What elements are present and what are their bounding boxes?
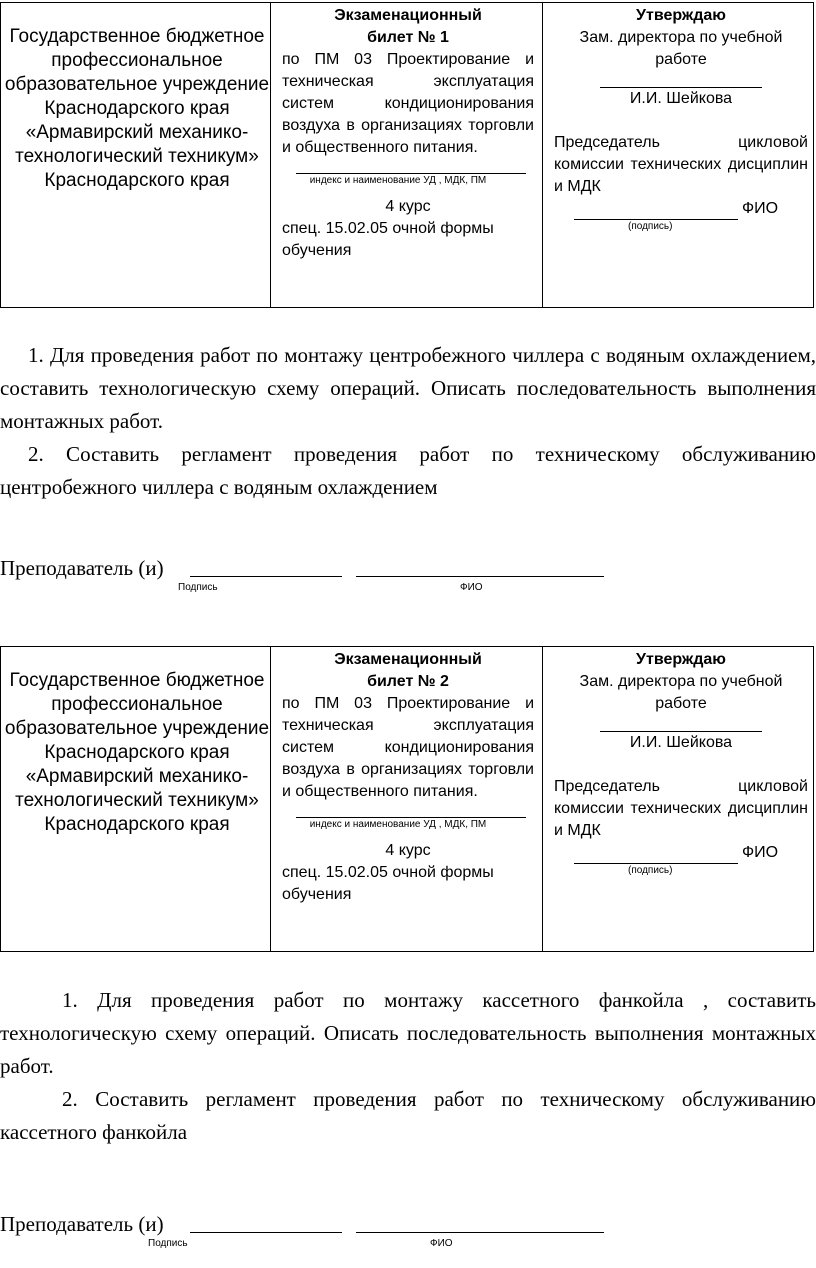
chair-fio-label: ФИО: [742, 200, 779, 217]
exam-title: Экзаменационный: [334, 7, 482, 24]
chair-signature-line: [574, 205, 738, 220]
approve-heading: Утверждаю: [636, 651, 726, 668]
ticket-header-table: [0, 646, 814, 952]
exam-title: Экзаменационный: [334, 651, 482, 668]
task-list: [0, 339, 816, 504]
teacher-signature-block: [0, 556, 816, 596]
deputy-title: Зам. директора по учебной работе: [579, 29, 783, 68]
ticket-number: билет № 1: [367, 29, 449, 46]
approve-heading: Утверждаю: [636, 7, 726, 24]
deputy-name: И.И. Шейкова: [629, 734, 733, 751]
teacher-signature-caption: Подпись: [178, 582, 218, 593]
deputy-title: Зам. директора по учебной работе: [579, 673, 783, 712]
signature-caption: (подпись): [628, 221, 673, 232]
chair-signature-row: [554, 842, 808, 864]
ticket-info-cell: [282, 649, 534, 906]
chair-signature-line: [574, 849, 738, 864]
teacher-signature-block: [0, 1212, 816, 1252]
teacher-label: Преподаватель (и): [0, 556, 164, 580]
task-item: 1. Для проведения работ по монтажу кассетного фанкойла , составить технологическую схему операций. Описать последовательность выполнения монтажных работ.: [0, 988, 816, 1078]
course: 4 курс: [385, 842, 431, 859]
teacher-label: Преподаватель (и): [0, 1212, 164, 1236]
table-divider: [542, 647, 543, 951]
approval-cell: [554, 5, 808, 234]
ticket-number: билет № 2: [367, 673, 449, 690]
chair-title: Председатель цикловой комиссии технических дисциплин и МДК: [554, 134, 808, 195]
ticket-info-cell: [282, 5, 534, 262]
index-caption: индекс и наименование УД , МДК, ПМ: [309, 819, 487, 830]
signature-caption: (подпись): [628, 865, 673, 876]
institution-name: Государственное бюджетное профессиональное образовательное учреждение Краснодарского края «Армавирский механико-технологический техникум» Краснодарского края: [4, 670, 270, 835]
teacher-signature-line: [190, 576, 342, 577]
chair-signature-row: [554, 198, 808, 220]
teacher-fio-line: [356, 576, 604, 577]
teacher-signature-line: [190, 1232, 342, 1233]
index-caption: индекс и наименование УД , МДК, ПМ: [309, 175, 487, 186]
module-description: по ПМ 03 Проектирование и техническая эксплуатация систем кондиционирования воздуха в организациях торговли и общественного питания.: [282, 695, 534, 800]
teacher-fio-line: [356, 1232, 604, 1233]
task-item: 2. Составить регламент проведения работ по техническому обслуживанию кассетного фанкойла: [0, 1087, 816, 1144]
teacher-signature-caption: Подпись: [148, 1238, 188, 1249]
module-description: по ПМ 03 Проектирование и техническая эксплуатация систем кондиционирования воздуха в организациях торговли и общественного питания.: [282, 51, 534, 156]
specialty: спец. 15.02.05 очной формы обучения: [282, 220, 494, 259]
task-list: [0, 984, 816, 1149]
approval-cell: [554, 649, 808, 878]
course: 4 курс: [385, 198, 431, 215]
teacher-fio-caption: ФИО: [460, 582, 483, 593]
chair-title: Председатель цикловой комиссии технических дисциплин и МДК: [554, 778, 808, 839]
task-item: 1. Для проведения работ по монтажу центробежного чиллера с водяным охлаждением, составить технологическую схему операций. Описать последовательность выполнения монтажных работ.: [0, 343, 816, 433]
institution-name: Государственное бюджетное профессиональное образовательное учреждение Краснодарского края «Армавирский механико-технологический техникум» Краснодарского края: [4, 26, 270, 191]
table-divider: [542, 3, 543, 307]
deputy-name: И.И. Шейкова: [629, 90, 733, 107]
chair-fio-label: ФИО: [742, 844, 779, 861]
specialty: спец. 15.02.05 очной формы обучения: [282, 864, 494, 903]
teacher-fio-caption: ФИО: [430, 1238, 453, 1249]
ticket-header-table: [0, 2, 814, 308]
task-item: 2. Составить регламент проведения работ по техническому обслуживанию центробежного чиллера с водяным охлаждением: [0, 442, 816, 499]
